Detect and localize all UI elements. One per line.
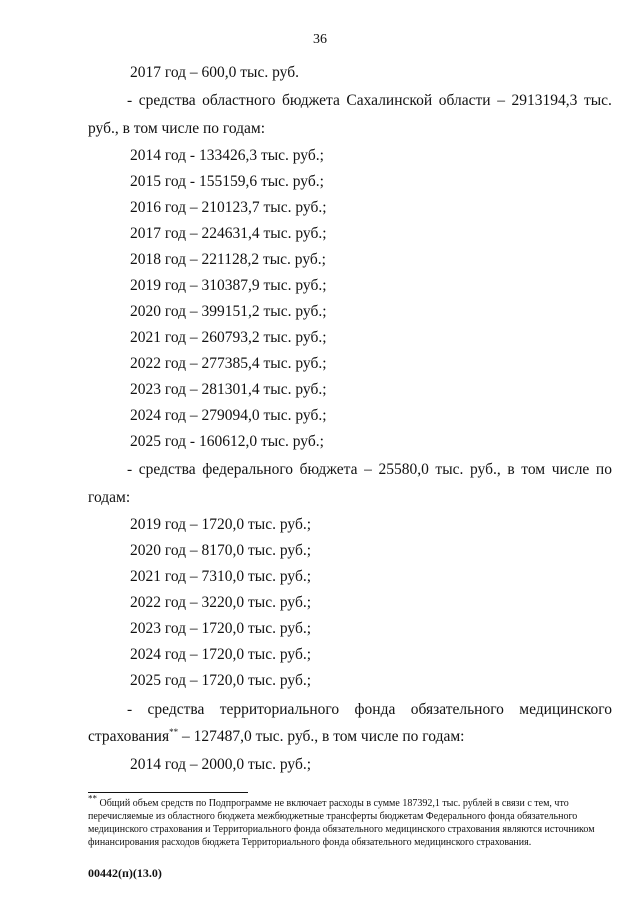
year-line: 2020 год – 8170,0 тыс. руб.; <box>130 542 312 559</box>
word: 25580,0 <box>378 461 429 478</box>
word: – <box>497 92 505 109</box>
year-line: 2015 год - 155159,6 тыс. руб.; <box>130 173 324 190</box>
word: - <box>127 701 133 718</box>
year-line: 2022 год – 277385,4 тыс. руб.; <box>130 355 327 372</box>
word: территориального <box>219 701 340 718</box>
year-line: 2023 год – 1720,0 тыс. руб.; <box>130 620 312 637</box>
year-line: 2018 год – 221128,2 тыс. руб.; <box>130 251 326 268</box>
paragraph-regional-budget <box>127 92 612 110</box>
word: Сахалинской <box>346 92 433 109</box>
word: фонда <box>354 701 396 718</box>
word: областного <box>202 92 276 109</box>
year-line: 2022 год – 3220,0 тыс. руб.; <box>130 594 312 611</box>
text-line <box>88 728 464 746</box>
year-line: 2017 год – 224631,4 тыс. руб.; <box>130 225 327 242</box>
word: числе <box>551 461 590 478</box>
word: области <box>438 92 491 109</box>
word: бюджета <box>282 92 340 109</box>
year-line: 2019 год – 310387,9 тыс. руб.; <box>130 277 327 294</box>
year-line: 2014 год - 133426,3 тыс. руб.; <box>130 147 324 164</box>
word: средства <box>147 701 205 718</box>
year-line: 2025 год - 160612,0 тыс. руб.; <box>130 433 324 450</box>
word: – <box>364 461 372 478</box>
text-line: годам: <box>88 489 131 506</box>
document-code: 00442(п)(13.0) <box>88 866 162 880</box>
text-fragment: – 127487,0 тыс. руб., в том числе по годам: <box>178 728 465 745</box>
word: медицинского <box>519 701 612 718</box>
word: тыс. <box>583 92 612 109</box>
year-line: 2021 год – 7310,0 тыс. руб.; <box>130 568 312 585</box>
word: том <box>521 461 546 478</box>
year-line: 2024 год – 279094,0 тыс. руб.; <box>130 407 327 424</box>
year-line: 2016 год – 210123,7 тыс. руб.; <box>130 199 327 216</box>
year-line: 2023 год – 281301,4 тыс. руб.; <box>130 381 327 398</box>
word: - <box>127 92 133 109</box>
paragraph-federal-budget <box>127 461 612 479</box>
word: бюджета <box>299 461 358 478</box>
footnote <box>88 793 608 849</box>
year-line: 2014 год – 2000,0 тыс. руб.; <box>130 756 312 773</box>
year-line: 2024 год – 1720,0 тыс. руб.; <box>130 646 312 663</box>
footnote-divider <box>88 792 248 793</box>
word: тыс. <box>435 461 464 478</box>
word: обязательного <box>410 701 504 718</box>
year-line: 2019 год – 1720,0 тыс. руб.; <box>130 516 312 533</box>
word: - <box>127 461 133 478</box>
year-line: 2020 год – 399151,2 тыс. руб.; <box>130 303 327 320</box>
word: средства <box>138 92 196 109</box>
footnote-text: Общий объем средств по Подпрограмме не включает расходы в сумме 187392,1 тыс. рублей в связи с тем, что перечисляемые из областного бюджета межбюджетные трансферты бюджетам Федерального фонда обязательного медицинского страхования и Территориального фонда обязательного медицинского страхования являются источником финансирования расходов бюджета Территориального фонда обязательного медицинского страхования. <box>88 798 595 848</box>
word: федерального <box>202 461 294 478</box>
year-line: 2021 год – 260793,2 тыс. руб.; <box>130 329 327 346</box>
word: 2913194,3 <box>511 92 578 109</box>
word: в <box>507 461 515 478</box>
page-number: 36 <box>313 32 327 47</box>
paragraph-insurance-fund <box>127 701 612 719</box>
word: по <box>595 461 612 478</box>
word: руб., <box>469 461 501 478</box>
footnote-marker: ** <box>169 726 179 737</box>
text-fragment: страхования <box>88 728 170 745</box>
year-line: 2025 год – 1720,0 тыс. руб.; <box>130 672 312 689</box>
word: средства <box>138 461 196 478</box>
text-line: руб., в том числе по годам: <box>88 120 266 137</box>
footnote-marker: ** <box>88 793 97 804</box>
text-line: 2017 год – 600,0 тыс. руб. <box>130 64 299 81</box>
